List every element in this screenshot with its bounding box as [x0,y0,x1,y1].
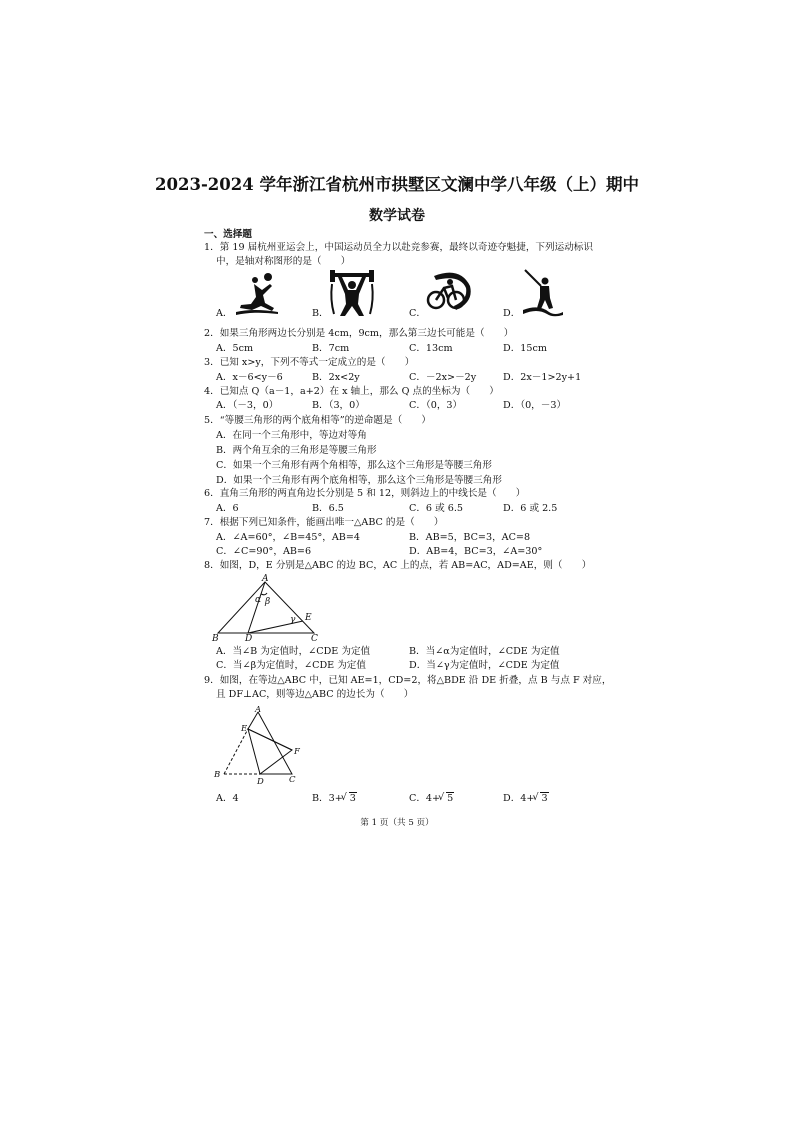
q3-option-a[interactable]: A．x－6<y－6 [216,372,283,383]
q8-label-alpha: α [255,595,262,605]
q9-label-d: D [257,777,264,786]
q8-option-a[interactable]: A．当∠B 为定值时，∠CDE 为定值 [216,646,371,657]
q9-label-c: C [289,775,296,785]
q5-option-c[interactable]: C．如果一个三角形有两个角相等，那么这个三角形是等腰三角形 [216,460,492,471]
q7-option-b[interactable]: B．AB=5，BC=3，AC=8 [409,532,531,543]
q2-stem: 2．如果三角形两边长分别是 4cm，9cm，那么第三边长可能是（ ） [204,328,514,339]
q8-label-beta: β [265,597,271,607]
q6-option-d[interactable]: D．6 或 2.5 [503,503,558,514]
q6-option-a[interactable]: A．6 [216,503,239,514]
q8-label-e: E [305,613,312,623]
q8-option-d[interactable]: D．当∠γ为定值时，∠CDE 为定值 [409,660,560,671]
q9-option-c[interactable] [409,793,454,805]
q7-stem: 7．根据下列已知条件，能画出唯一△ABC 的是（ ） [204,517,444,528]
volleyball-athlete-icon [232,270,282,318]
q3-option-c[interactable]: C．－2x>－2y [409,372,477,383]
q9-option-d-prefix: D．4+ [503,793,535,804]
q4-option-c[interactable]: C．（0，3） [409,400,463,411]
q2-option-c[interactable]: C．13cm [409,343,453,354]
q5-option-b[interactable]: B．两个角互余的三角形是等腰三角形 [216,445,377,456]
q1-option-a[interactable]: A． [216,308,233,319]
q9-option-b-prefix: B．3+ [312,793,343,804]
q9-option-d-radicand: 3 [541,793,548,804]
sqrt-symbol [440,793,454,805]
q7-option-d[interactable]: D．AB=4，BC=3，∠A=30° [409,546,543,557]
q5-stem: 5．“等腰三角形的两个底角相等”的逆命题是（ ） [204,415,431,426]
q4-option-a[interactable]: A．（－3，0） [216,400,279,411]
cycling-athlete-icon [424,270,474,316]
golf-athlete-icon [519,268,565,318]
q9-triangle-figure [212,704,312,786]
weightlifting-athlete-icon [328,270,376,318]
page-footer: 第 1 页（共 5 页） [360,818,434,828]
page-subtitle: 数学试卷 [369,208,425,224]
q8-stem: 8．如图，D，E 分别是△ABC 的边 BC，AC 上的点，若 AB=AC，AD=AE，则（ ） [204,560,592,571]
q4-option-d[interactable]: D．（0，－3） [503,400,567,411]
q4-option-b[interactable]: B．（3，0） [312,400,365,411]
q9-option-b-radicand: 3 [349,793,356,804]
page-title: 2023-2024 学年浙江省杭州市拱墅区文澜中学八年级（上）期中 [155,175,639,194]
q4-stem: 4．已知点 Q（a－1，a+2）在 x 轴上，那么 Q 点的坐标为（ ） [204,386,499,397]
q9-option-c-radicand: 5 [447,793,454,804]
q1-stem-line2: 中，是轴对称图形的是（ ） [216,256,351,267]
q3-option-b[interactable]: B．2x<2y [312,372,360,383]
q1-stem-line1: 1．第 19 届杭州亚运会上，中国运动员全力以赴竞参赛，最终以奇迹夺魁捷，下列运动标识 [204,242,593,253]
q6-stem: 6．直角三角形的两直角边长分别是 5 和 12，则斜边上的中线长是（ ） [204,488,526,499]
q6-option-c[interactable]: C．6 或 6.5 [409,503,463,514]
q7-option-c[interactable]: C．∠C=90°，AB=6 [216,546,312,557]
q8-option-b[interactable]: B．当∠α为定值时，∠CDE 为定值 [409,646,560,657]
q8-label-gamma: γ [290,615,296,625]
q3-stem: 3．已知 x>y，下列不等式一定成立的是（ ） [204,357,415,368]
q9-option-c-prefix: C．4+ [409,793,441,804]
q7-option-a[interactable]: A．∠A=60°，∠B=45°，AB=4 [216,532,360,543]
q9-stem-line2: 且 DF⊥AC，则等边△ABC 的边长为（ ） [216,689,414,700]
q9-label-a: A [255,705,262,715]
q8-label-b: B [212,634,219,644]
q2-option-d[interactable]: D．15cm [503,343,547,354]
q2-option-b[interactable]: B．7cm [312,343,350,354]
q9-option-b[interactable] [312,793,357,805]
section-heading: 一、选择题 [204,229,252,240]
q1-option-b[interactable]: B． [312,308,329,319]
q1-option-c[interactable]: C． [409,308,426,319]
q9-label-f: F [294,747,300,757]
q8-label-c: C [311,634,318,644]
sqrt-symbol [343,793,357,805]
q3-option-d[interactable]: D．2x－1>2y+1 [503,372,582,383]
q5-option-a[interactable]: A．在同一个三角形中，等边对等角 [216,430,367,441]
q9-stem-line1: 9．如图，在等边△ABC 中，已知 AE=1，CD=2，将△BDE 沿 DE 折叠，点 B 与点 F 对应， [204,675,612,686]
q9-option-a[interactable]: A．4 [216,793,239,804]
q9-label-e: E [241,724,248,734]
q8-label-d: D [245,634,253,644]
q1-option-d[interactable]: D． [503,308,521,319]
q5-option-d[interactable]: D．如果一个三角形有两个底角相等，那么这个三角形是等腰三角形 [216,475,502,486]
q9-label-b: B [214,770,221,780]
q8-option-c[interactable]: C．当∠β为定值时，∠CDE 为定值 [216,660,366,671]
sqrt-symbol [534,793,548,805]
q9-option-d[interactable] [503,793,549,805]
q8-label-a: A [262,574,269,584]
q6-option-b[interactable]: B．6.5 [312,503,344,514]
q2-option-a[interactable]: A．5cm [216,343,254,354]
q8-triangle-figure [210,574,330,644]
